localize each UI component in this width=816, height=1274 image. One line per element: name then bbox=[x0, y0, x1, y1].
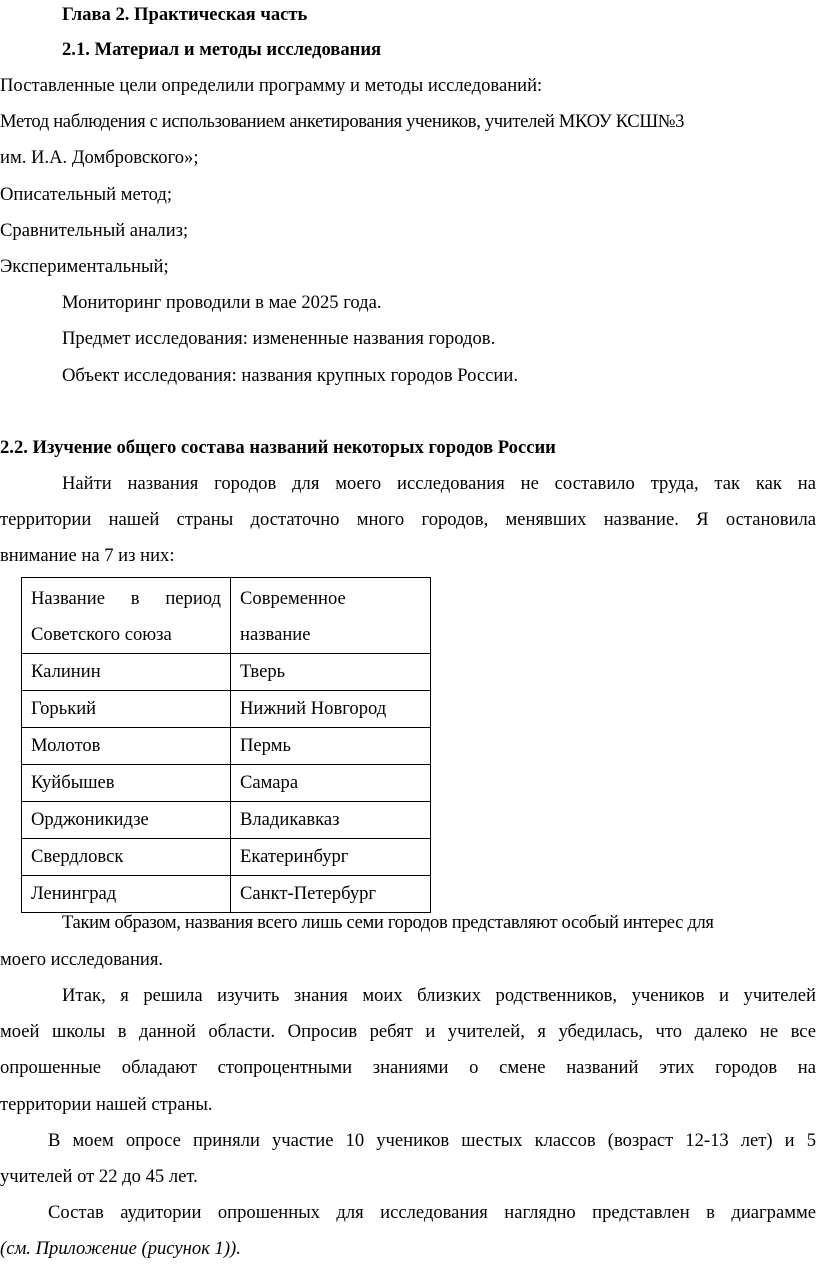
new-name-cell: Тверь bbox=[231, 654, 431, 691]
section-2-heading: 2.2. Изучение общего состава названий некоторых городов России bbox=[0, 437, 556, 458]
method-observation-line1: Метод наблюдения с использованием анкетирования учеников, учителей МКОУ КСШ№3 bbox=[0, 111, 685, 132]
section-1-heading: 2.1. Материал и методы исследования bbox=[62, 39, 382, 60]
methods-intro: Поставленные цели определили программу и методы исследований: bbox=[0, 75, 543, 96]
header-old-line1: Название в период bbox=[31, 588, 221, 609]
old-name-cell: Куйбышев bbox=[22, 765, 231, 802]
old-name-cell: Молотов bbox=[22, 728, 231, 765]
cities-table bbox=[21, 577, 431, 913]
old-name-cell: Орджоникидзе bbox=[22, 802, 231, 839]
new-name-cell: Владикавказ bbox=[231, 802, 431, 839]
para-1-line-1: Найти названия городов для моего исследования не составило труда, так как на bbox=[62, 473, 816, 494]
para-3-line-3: опрошенные обладают стопроцентными знаниями о смене названий этих городов на bbox=[0, 1057, 816, 1078]
header-old-line2: Советского союза bbox=[31, 624, 172, 645]
old-name-cell: Калинин bbox=[22, 654, 231, 691]
table-row bbox=[22, 802, 431, 839]
old-name-cell: Ленинград bbox=[22, 876, 231, 913]
header-new-line2: название bbox=[240, 624, 311, 645]
method-experimental: Экспериментальный; bbox=[0, 256, 169, 277]
subject-text: Предмет исследования: измененные названия городов. bbox=[62, 328, 496, 349]
old-name-cell: Горький bbox=[22, 691, 231, 728]
new-name-cell: Нижний Новгород bbox=[231, 691, 431, 728]
para-3-line-1: Итак, я решила изучить знания моих близких родственников, учеников и учителей bbox=[62, 985, 816, 1006]
old-name-cell: Свердловск bbox=[22, 839, 231, 876]
para-2-line-1: Таким образом, названия всего лишь семи городов представляют особый интерес для bbox=[62, 912, 714, 933]
table-row bbox=[22, 876, 431, 913]
new-name-cell: Санкт-Петербург bbox=[231, 876, 431, 913]
para-2-line-2: моего исследования. bbox=[0, 949, 164, 970]
header-cell-old-name bbox=[22, 578, 231, 654]
method-comparative: Сравнительный анализ; bbox=[0, 220, 189, 241]
header-cell-new-name bbox=[231, 578, 431, 654]
para-5-line-1: Состав аудитории опрошенных для исследования наглядно представлен в диаграмме bbox=[48, 1202, 816, 1223]
para-3-line-4: территории нашей страны. bbox=[0, 1094, 213, 1115]
para-1-line-2: территории нашей страны достаточно много городов, менявших название. Я остановила bbox=[0, 509, 816, 530]
method-descriptive: Описательный метод; bbox=[0, 184, 173, 205]
object-text: Объект исследования: названия крупных городов России. bbox=[62, 365, 518, 386]
para-3-line-2: моей школы в данной области. Опросив ребят и учителей, я убедилась, что далеко не все bbox=[0, 1021, 816, 1042]
para-4-line-2: учителей от 22 до 45 лет. bbox=[0, 1166, 198, 1187]
table-row bbox=[22, 728, 431, 765]
table-row bbox=[22, 691, 431, 728]
monitoring-text: Мониторинг проводили в мае 2025 года. bbox=[62, 292, 382, 313]
table-row bbox=[22, 839, 431, 876]
new-name-cell: Екатеринбург bbox=[231, 839, 431, 876]
para-1-line-3: внимание на 7 из них: bbox=[0, 545, 175, 566]
new-name-cell: Пермь bbox=[231, 728, 431, 765]
table-row bbox=[22, 654, 431, 691]
para-5-line-2: (см. Приложение (рисунок 1)). bbox=[0, 1238, 241, 1259]
chapter-title: Глава 2. Практическая часть bbox=[62, 4, 308, 25]
new-name-cell: Самара bbox=[231, 765, 431, 802]
para-4-line-1: В моем опросе приняли участие 10 учеников шестых классов (возраст 12-13 лет) и 5 bbox=[48, 1130, 816, 1151]
table-header-row bbox=[22, 578, 431, 654]
header-new-line1: Современное bbox=[240, 588, 346, 609]
method-observation-line2: им. И.А. Домбровского»; bbox=[0, 147, 199, 168]
table-row bbox=[22, 765, 431, 802]
